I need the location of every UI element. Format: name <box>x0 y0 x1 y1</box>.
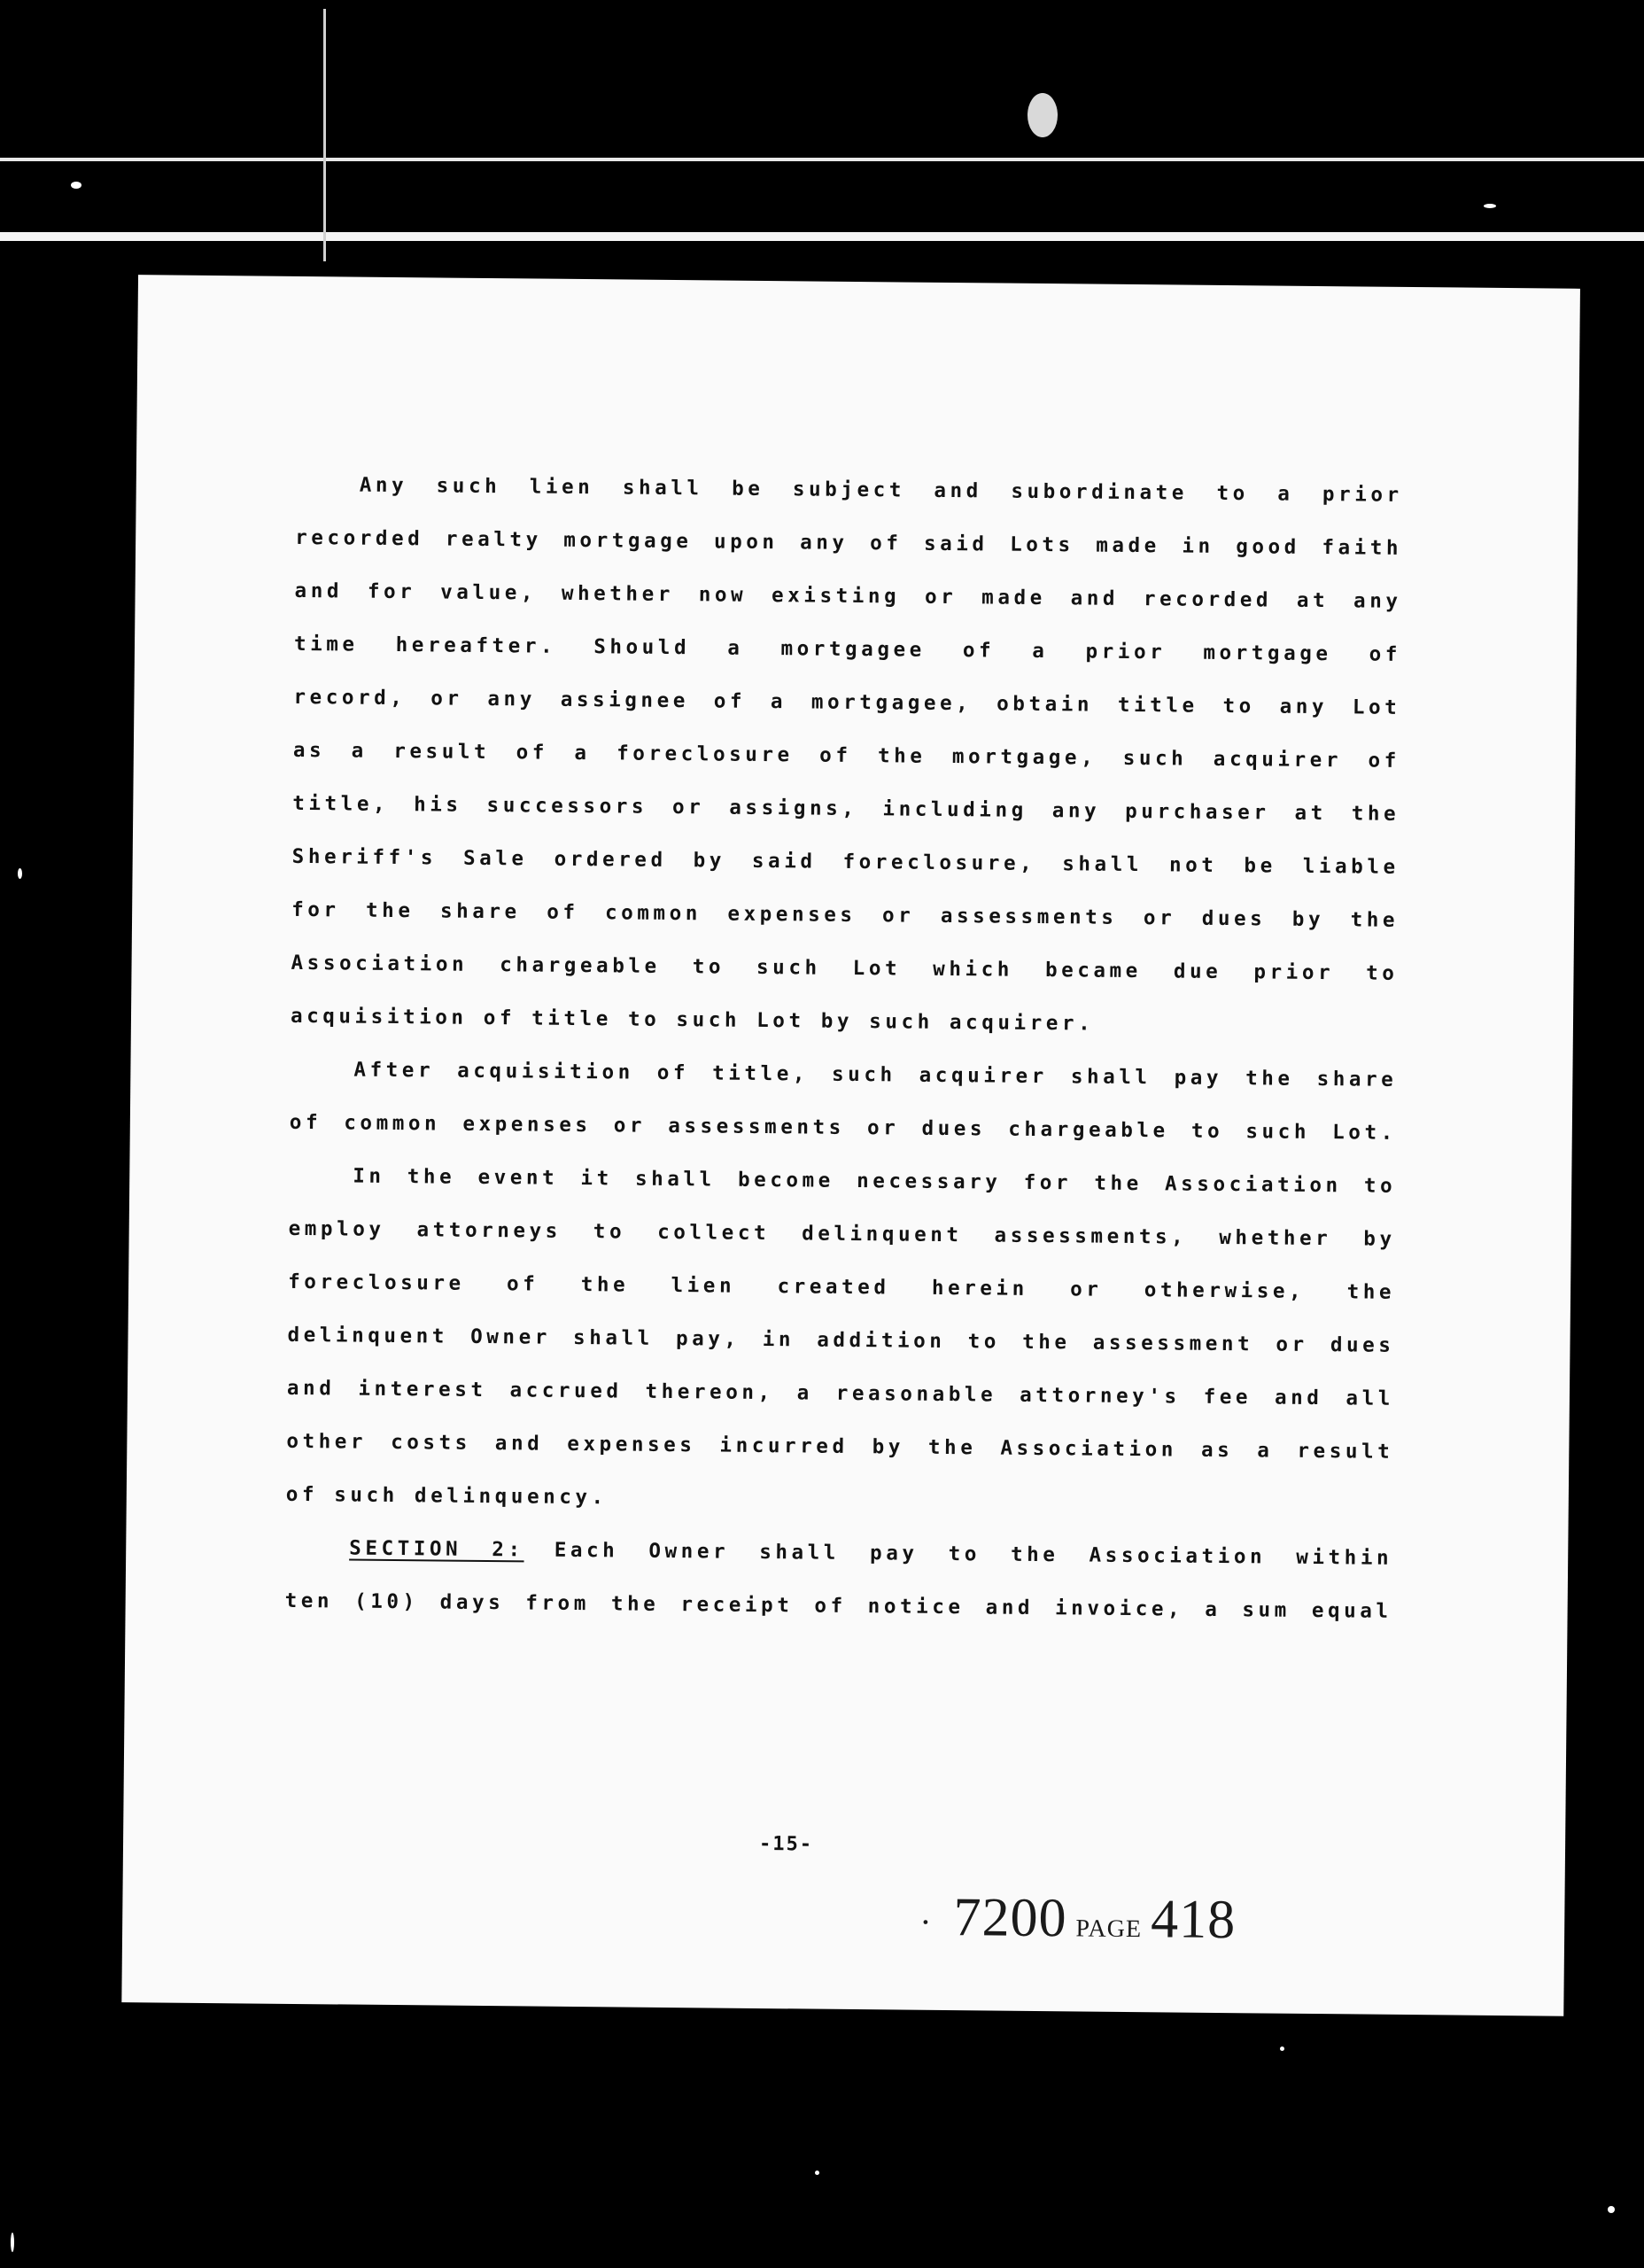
text-line: acquisition of title to such Lot by such acquirer. <box>290 1004 1095 1036</box>
text-line: for the share of common expenses or assessments or dues by the <box>291 897 1400 932</box>
text-line: In the event it shall become necessary for the Association to <box>353 1164 1397 1198</box>
text-line: and for value, whether now existing or made and recorded at any <box>294 579 1402 613</box>
text-line: delinquent Owner shall pay, in addition to the assessment or dues <box>287 1323 1395 1357</box>
text-line: Association chargeable to such Lot which became due prior to <box>291 951 1399 985</box>
scan-speck <box>18 868 22 879</box>
scan-speck <box>1028 93 1058 137</box>
text-line: recorded realty mortgage upon any of said Lots made in good faith <box>295 525 1403 560</box>
text-line: employ attorneys to collect delinquent assessments, whether by <box>288 1216 1396 1251</box>
scan-border-top <box>0 0 1644 159</box>
text-line: title, his successors or assigns, including any purchaser at the <box>292 791 1400 826</box>
section-2-text: Each Owner shall pay to the Association within <box>554 1538 1393 1570</box>
text-line: of such delinquency. <box>285 1482 608 1510</box>
text-line: of common expenses or assessments or dues chargeable to such Lot. <box>289 1110 1397 1145</box>
scan-artifact-line <box>0 232 1644 241</box>
text-line: and interest accrued thereon, a reasonable attorney's fee and all <box>286 1376 1395 1410</box>
recording-stamp <box>919 1886 1237 1952</box>
scan-artifact-vertical-line <box>323 9 326 261</box>
stamp-dot: · <box>919 1902 933 1943</box>
scan-speck <box>1280 2047 1284 2051</box>
text-line: Any such lien shall be subject and subordinate to a prior <box>359 473 1403 507</box>
page-number: -15- <box>758 1832 814 1856</box>
stamp-page-number: 418 <box>1150 1889 1237 1951</box>
stamp-label: PAGE <box>1075 1915 1143 1944</box>
text-line: After acquisition of title, such acquirer shall pay the share <box>353 1058 1398 1091</box>
scan-speck <box>11 2233 14 2252</box>
text-line: foreclosure of the lien created herein or otherwise, the <box>288 1270 1396 1304</box>
document-body <box>284 458 1403 1638</box>
section-label: SECTION 2: <box>349 1536 524 1562</box>
scan-speck <box>1484 204 1496 208</box>
scan-speck <box>815 2171 819 2175</box>
text-line: ten (10) days from the receipt of notice and invoice, a sum equal <box>284 1588 1392 1623</box>
document-page <box>121 275 1580 2016</box>
scan-speck <box>1608 2206 1615 2213</box>
text-line: as a result of a foreclosure of the mortgage, such acquirer of <box>292 738 1400 773</box>
text-line: time hereafter. Should a mortgagee of a prior mortgage of <box>293 632 1402 666</box>
text-line: other costs and expenses incurred by the Association as a result <box>286 1429 1394 1464</box>
stamp-book-number: 7200 <box>953 1887 1067 1949</box>
text-line: record, or any assignee of a mortgagee, obtain title to any Lot <box>293 685 1401 719</box>
scan-speck <box>71 182 81 189</box>
text-line: Sheriff's Sale ordered by said foreclosure, shall not be liable <box>291 844 1400 879</box>
scan-artifact-line <box>0 158 1644 161</box>
